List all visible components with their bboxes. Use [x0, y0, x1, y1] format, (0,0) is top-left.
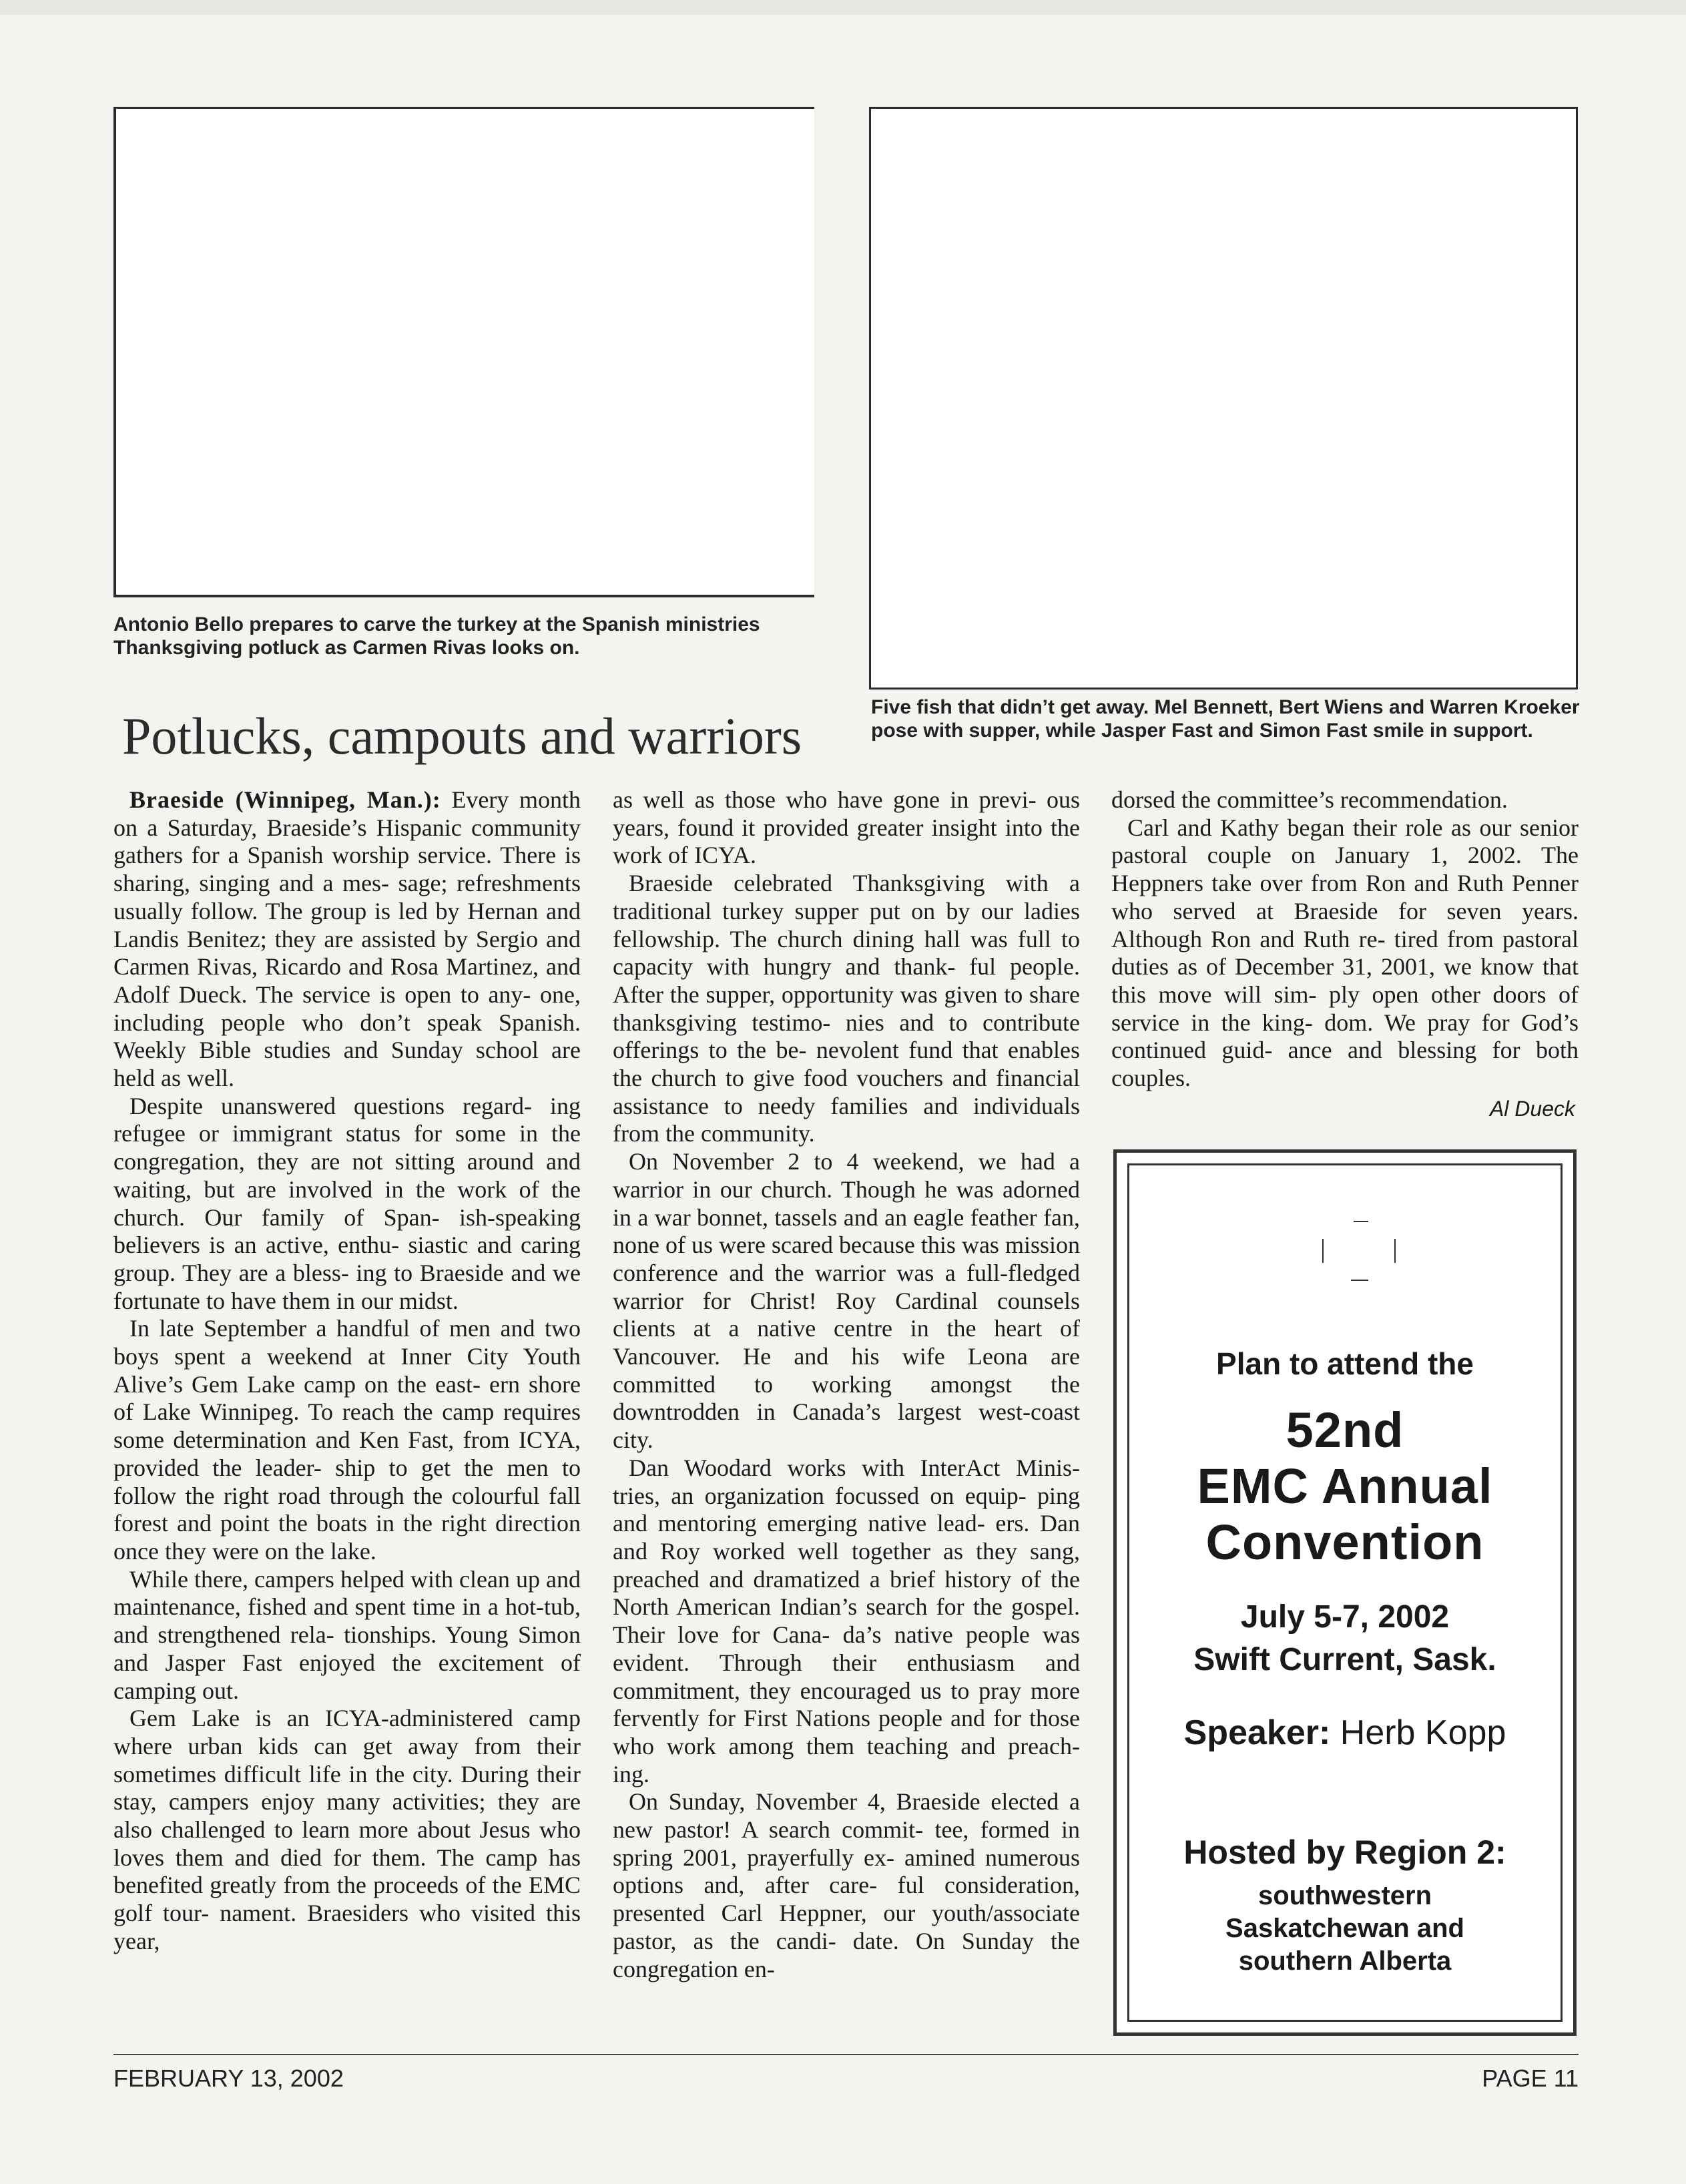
article-column-1 [113, 786, 581, 1956]
paragraph: Braeside celebrated Thanksgiving with a traditional turkey supper put on by our ladies fellowship. The church dining hall was full to capacity with hungry and thank- ful people. After the supper, opportunity was given to share thanksgiving testimo- nies and to contribute offerings to the be- nevolent fund that enables the church to give food vouchers and financial assistance to needy families and individuals from the community. [613, 870, 1080, 1147]
photo-fish-catch [869, 107, 1578, 690]
ad-region-line: southern Alberta [1238, 1946, 1452, 1976]
paragraph: In late September a handful of men and two boys spent a weekend at Inner City Youth Alive’s Gem Lake camp on the east- ern shore of Lake Winnipeg. To reach the camp requires some determination and Ken Fast, from ICYA, provided the leader- ship to get the men to follow the right road through the colourful fall forest and point the boats in the right direction once they were on the lake. [113, 1315, 581, 1565]
footer-divider [113, 2054, 1579, 2055]
paragraph: as well as those who have gone in previ- ous years, found it provided greater insight into the work of ICYA. [613, 786, 1080, 869]
ad-title-line: 52nd [1286, 1402, 1404, 1458]
paragraph: On Sunday, November 4, Braeside elected a new pastor! A search commit- tee, formed in spring 2001, prayerfully ex- amined numerous options and, after care- ful consideration, presented Carl Heppner, our youth/associate pastor, as the candi- date. On Sunday the congregation en- [613, 1788, 1080, 1982]
ad-lead-text: Plan to attend the [1216, 1346, 1474, 1381]
paragraph: Gem Lake is an ICYA-administered camp where urban kids can get away from their sometimes difficult life in the city. During their stay, campers enjoy many activities; they are also challenged to learn more about Jesus who loves them and died for them. The camp has benefited greatly from the proceeds of the EMC golf tour- nament. Braesiders who visited this year, [113, 1705, 581, 1954]
ad-title-line: Convention [1205, 1515, 1484, 1570]
ad-title [1129, 1402, 1561, 1571]
ad-date-location [1129, 1596, 1561, 1681]
emc-logo-icon [1319, 1217, 1399, 1284]
page-top-edge [0, 0, 1686, 15]
ad-speaker-name: Herb Kopp [1340, 1713, 1506, 1752]
paragraph: On November 2 to 4 weekend, we had a warrior in our church. Though he was adorned in a war bonnet, tassels and an eagle feather fan, none of us were scared because this was mission conference and the warrior was a full-fledged warrior for Christ! Roy Cardinal counsels clients at a native centre in the heart of Vancouver. He and his wife Leona are committed to working amongst the downtrodden in Canada’s largest west-coast city. [613, 1148, 1080, 1454]
dateline: Braeside (Winnipeg, Man.): [129, 786, 441, 813]
paragraph: Carl and Kathy began their role as our senior pastoral couple on January 1, 2002. The Heppners take over from Ron and Ruth Penner who served at Braeside for seven years. Although Ron and Ruth re- tired from pastoral duties as of December 31, 2001, we know that this move will sim- ply open other doors of service in the king- dom. We pray for God’s continued guid- ance and blessing for both couples. [1111, 814, 1579, 1092]
article-headline: Potlucks, campouts and warriors [122, 707, 802, 765]
ad-title-line: EMC Annual [1197, 1458, 1493, 1514]
paragraph-text: Every month on a Saturday, Braeside’s Hispanic community gathers for a Spanish worship service. There is sharing, singing and a mes- sage; refreshments usually follow. The group is led by Hernan and Landis Benitez; they are assisted by Sergio and Carmen Rivas, Ricardo and Rosa Martinez, and Adolf Dueck. The service is open to any- one, including people who don’t speak Spanish. Weekly Bible studies and Sunday school are held as well. [113, 786, 581, 1092]
paragraph [113, 786, 581, 1093]
article-column-2 [613, 786, 1080, 1983]
author-byline: Al Dueck [1489, 1096, 1575, 1121]
ad-speaker [1129, 1713, 1561, 1753]
photo-caption-right: Five fish that didn’t get away. Mel Bennett, Bert Wiens and Warren Kroeker pose with supper, while Jasper Fast and Simon Fast smile in support. [871, 696, 1580, 742]
page-number: PAGE 11 [1482, 2065, 1579, 2092]
article-column-3 [1111, 786, 1579, 1123]
ad-speaker-label: Speaker: [1183, 1713, 1331, 1752]
footer-date: FEBRUARY 13, 2002 [113, 2065, 344, 2092]
ad-host: Hosted by Region 2: [1183, 1834, 1506, 1871]
photo-turkey-carving [113, 107, 814, 597]
convention-ad-inner-frame [1127, 1163, 1563, 2022]
ad-dates: July 5-7, 2002 [1240, 1599, 1450, 1635]
photo-caption-left: Antonio Bello prepares to carve the turkey at the Spanish ministries Thanksgiving potluck as Carmen Rivas looks on. [113, 613, 760, 659]
paragraph: While there, campers helped with clean up and maintenance, fished and spent time in a hot-tub, and strengthened rela- tionships. Young Simon and Jasper Fast enjoyed the excitement of camping out. [113, 1565, 581, 1704]
paragraph: dorsed the committee’s recommendation. [1111, 786, 1508, 813]
paragraph: Dan Woodard works with InterAct Minis- tries, an organization focussed on equip- ping and mentoring emerging native lead- ers. Dan and Roy worked well together as they sang, preached and dramatized a brief history of the North American Indian’s search for the gospel. Their love for Cana- da’s native people was evident. Through their enthusiasm and commitment, they encouraged us to pray more fervently for First Nations people and for those who work among them teaching and preach- ing. [613, 1454, 1080, 1788]
convention-ad [1113, 1149, 1577, 2036]
ad-region [1129, 1880, 1561, 1978]
ad-region-line: Saskatchewan and [1225, 1914, 1464, 1943]
ad-region-line: southwestern [1257, 1881, 1432, 1910]
paragraph: Despite unanswered questions regard- ing refugee or immigrant status for some in the congregation, they are not sitting around and waiting, but are involved in the work of the church. Our family of Span- ish-speaking believers is an active, enthu- siastic and caring group. They are a bless- ing to Braeside and we fortunate to have them in our midst. [113, 1092, 581, 1314]
ad-location: Swift Current, Sask. [1193, 1642, 1496, 1677]
